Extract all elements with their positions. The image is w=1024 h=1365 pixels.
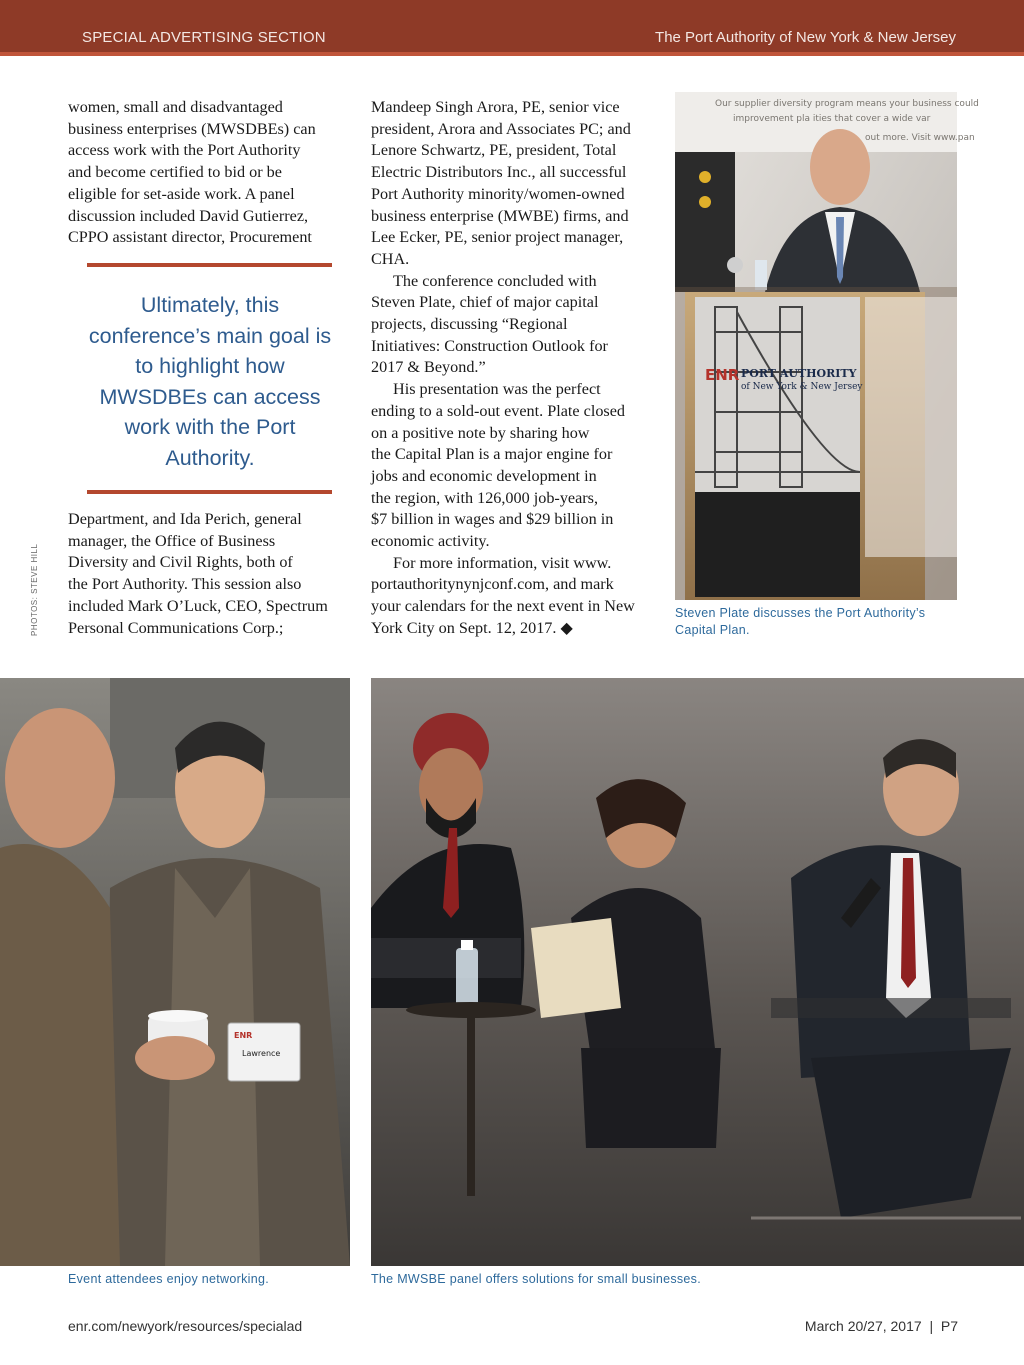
text-line: For more information, visit www. [393, 553, 612, 572]
publication-name: The Port Authority of New York & New Jersey [655, 29, 956, 46]
text-line: jobs and economic development in [371, 466, 597, 485]
panel-photo [371, 678, 1024, 1266]
text-line: the Port Authority. This session also [68, 575, 302, 594]
text-line: Mandeep Singh Arora, PE, senior vice [371, 98, 620, 116]
text-line: Department, and Ida Perich, general [68, 510, 302, 528]
networking-photo [0, 678, 350, 1266]
text-line: Lenore Schwartz, PE, president, Total [371, 141, 617, 160]
text-line: economic activity. [371, 532, 490, 551]
page-header [0, 0, 1024, 56]
text-line: president, Arora and Associates PC; and [371, 119, 631, 138]
text-line: access work with the Port Authority [68, 141, 301, 160]
text-line: 2017 & Beyond.” [371, 358, 486, 377]
text-line: women, small and disadvantaged [68, 98, 283, 116]
text-line: included Mark O’Luck, CEO, Spectrum [68, 596, 328, 615]
caption-line: Steven Plate discusses the Port Authority’s [675, 606, 926, 620]
badge-name: Lawrence [242, 1049, 281, 1058]
banner-text-1: Our supplier diversity program means your business could [715, 99, 979, 109]
panel-photo-caption: The MWSBE panel offers solutions for small businesses. [371, 1272, 701, 1286]
text-line: on a positive note by sharing how [371, 423, 590, 442]
networking-photo-caption: Event attendees enjoy networking. [68, 1272, 269, 1286]
text-line: and become certified to bid or be [68, 163, 282, 182]
text-line: portauthoritynynjconf.com, and mark [371, 575, 614, 594]
banner-text-2: improvement pla ities that cover a wide var [733, 114, 931, 124]
footer-url: enr.com/newyork/resources/specialad [68, 1318, 303, 1334]
text-line: Electric Distributors Inc., all successful [371, 163, 627, 182]
photo-credit: PHOTOS: STEVE HILL [30, 543, 39, 636]
text-line: the region, with 126,000 job-years, [371, 488, 599, 507]
text-line: CHA. [371, 249, 410, 268]
pull-quote-bottom-rule [87, 490, 332, 494]
caption-line: Capital Plan. [675, 623, 750, 637]
banner-text-3: out more. Visit www.pan [865, 133, 975, 143]
podium-brand: ENR [705, 366, 740, 384]
text-line: projects, discussing “Regional [371, 315, 568, 334]
podium-title: PORT AUTHORITY [741, 367, 857, 380]
text-line: York City on Sept. 12, 2017. ◆ [371, 618, 573, 637]
text-line: Diversity and Civil Rights, both of [68, 553, 293, 572]
section-label: SPECIAL ADVERTISING SECTION [82, 29, 326, 46]
speaker-photo [675, 92, 979, 600]
text-line: discussion included David Gutierrez, [68, 206, 309, 225]
column-2-text [371, 97, 661, 640]
text-line: $7 billion in wages and $29 billion in [371, 510, 614, 529]
speaker-photo-caption [675, 605, 975, 639]
text-line: Initiatives: Construction Outlook for [371, 336, 608, 355]
column-1-bottom-text [68, 509, 358, 639]
podium-subtitle: of New York & New Jersey [741, 382, 863, 392]
text-line: Port Authority minority/women-owned [371, 184, 625, 203]
text-line: business enterprise (MWBE) firms, and [371, 206, 629, 225]
text-line: Lee Ecker, PE, senior project manager, [371, 228, 624, 247]
text-line: eligible for set-aside work. A panel [68, 184, 295, 203]
text-line: The conference concluded with [393, 271, 597, 290]
pull-quote: Ultimately, this conference’s main goal is to highlight how MWSDBEs can access work with the Port Authority. [88, 293, 332, 470]
text-line: Steven Plate, chief of major capital [371, 293, 599, 312]
text-line: manager, the Office of Business [68, 531, 276, 550]
text-line: His presentation was the perfect [393, 380, 601, 399]
text-line: the Capital Plan is a major engine for [371, 445, 613, 464]
pull-quote-top-rule [87, 263, 332, 267]
text-line: your calendars for the next event in New [371, 597, 635, 616]
text-line: ending to a sold-out event. Plate closed [371, 401, 625, 420]
text-line: CPPO assistant director, Procurement [68, 228, 312, 247]
text-line: business enterprises (MWSDBEs) can [68, 119, 316, 138]
column-1-top-text [68, 97, 348, 249]
text-line: Personal Communications Corp.; [68, 618, 284, 637]
badge-brand: ENR [234, 1031, 253, 1040]
footer-date-page: March 20/27, 2017 | P7 [804, 1318, 958, 1334]
